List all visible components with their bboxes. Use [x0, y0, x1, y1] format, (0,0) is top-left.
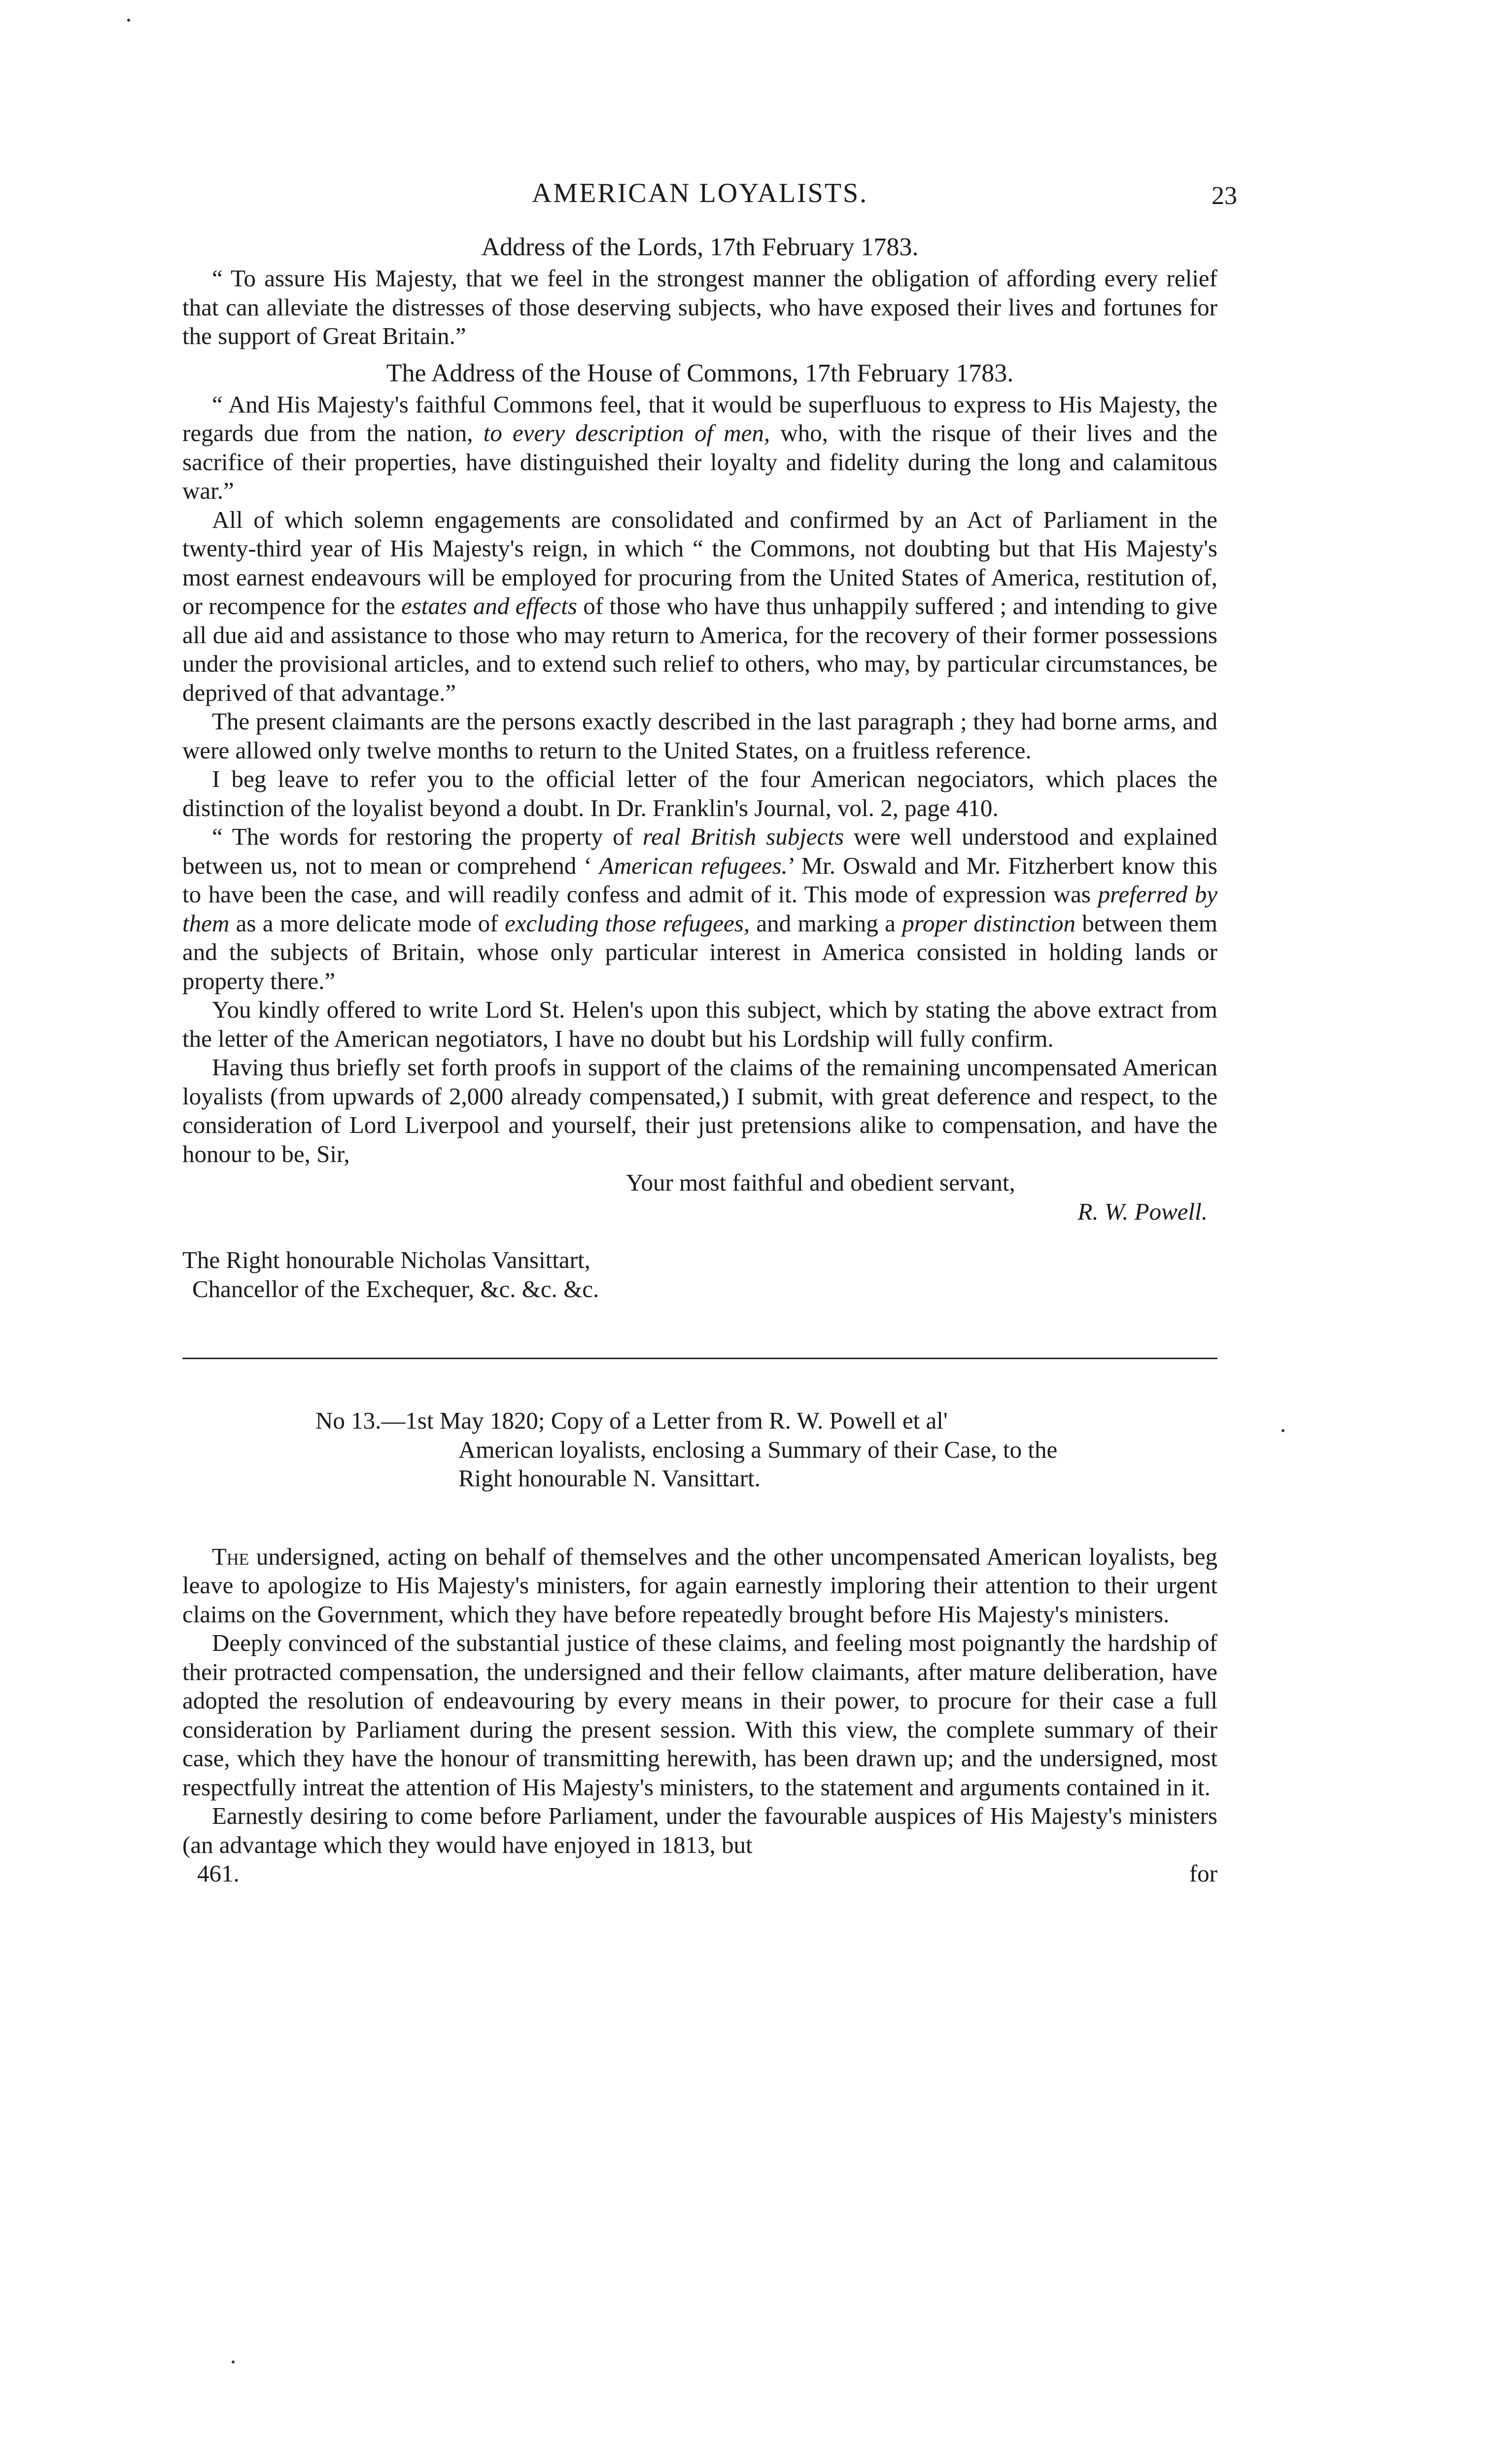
- text-run: between them and the subjects of Britain, whose only particular interest in America consisted in holding lands or property there.”: [182, 909, 1217, 994]
- signature-mark: 461.: [197, 1860, 240, 1887]
- document-heading-line-1: No 13.—1st May 1820; Copy of a Letter from R. W. Powell et al': [315, 1407, 948, 1434]
- text-run: All of which solemn engagements are consolidated and confirmed by an Act of Parliament in the twenty-third year of His Majesty's reign, in which “ the Commons, not doubting but that His Majesty's most earnest endeavours will be employed for procuring from the United States of America, restitution of, or recompence for the: [182, 506, 1217, 619]
- running-head: [182, 177, 1237, 232]
- text-run: “ The words for restoring the property of: [212, 823, 643, 850]
- letter-paragraph-3: Earnestly desiring to come before Parliament, under the favourable auspices of His Majesty's ministers (an advantage which they would have enjoyed in 1813, but: [182, 1802, 1217, 1858]
- paragraph-official-letter: I beg leave to refer you to the official letter of the four American negociators, which places the distinction of the loyalist beyond a doubt. In Dr. Franklin's Journal, vol. 2, page 410.: [182, 765, 1217, 821]
- margin-speck: [1282, 1429, 1284, 1432]
- valediction: Your most faithful and obedient servant,: [626, 1169, 1015, 1196]
- letter-lead-word: The: [212, 1542, 249, 1570]
- text-run: of those who have thus unhappily suffered ; and intending to give all due aid and assistance to those who may return to America, for the recovery of their former possessions under the provisional articles, and to extend such relief to others, who may, by particular circumstances, be deprived of that advantage.”: [182, 592, 1217, 706]
- text-run-italic: proper distinction: [902, 909, 1076, 937]
- margin-speck: [232, 2361, 235, 2363]
- text-run-italic: real British subjects: [642, 823, 844, 850]
- addressee: [182, 1246, 1217, 1303]
- commons-text-italic: to every description of men,: [483, 419, 770, 446]
- text-run: undersigned, acting on behalf of themselves and the other uncompensated American loyalists, beg leave to apologize to His Majesty's ministers, for again earnestly imploring their attention to their urgent claims on the Government, which they have before repeatedly brought before His Majesty's ministers.: [182, 1542, 1217, 1628]
- text-run-italic: preferred by them: [182, 881, 1217, 937]
- paragraph-claims-summary: Having thus briefly set forth proofs in support of the claims of the remaining uncompensated American loyalists (from upwards of 2,000 already compensated,) I submit, with great deference and respect, to the consideration of Lord Liverpool and yourself, their just pretensions alike to compensation, and have the honour to be, Sir,: [182, 1054, 1217, 1167]
- paragraph-lord-st-helens: You kindly offered to write Lord St. Helen's upon this subject, which by stating the above extract from the letter of the American negotiators, I have no doubt but his Lordship will fully confirm.: [182, 996, 1217, 1052]
- paragraph-act-of-parliament: [182, 506, 1217, 708]
- commons-address-heading: The Address of the House of Commons, 17th February 1783.: [386, 359, 1014, 387]
- text-run: as a more delicate mode of: [229, 909, 505, 937]
- section-divider: [182, 1358, 1217, 1359]
- paragraph-claimants: The present claimants are the persons exactly described in the last paragraph ; they had borne arms, and were allowed only twelve months to return to the United States, on a fruitless reference.: [182, 708, 1217, 764]
- commons-text-after: who, with the risque of their lives and the sacrifice of their properties, have distinguished their loyalty and fidelity during the long and calamitous war.”: [182, 419, 1217, 504]
- document-heading-line-2: American loyalists, enclosing a Summary of their Case, to the: [458, 1436, 1058, 1463]
- running-title: AMERICAN LOYALISTS.: [531, 178, 868, 208]
- lords-address-text: “ To assure His Majesty, that we feel in the strongest manner the obligation of affording every relief that can alleviate the distresses of those deserving subjects, who have exposed their lives and fortunes for the support of Great Britain.”: [182, 265, 1217, 349]
- letter-paragraph-2: Deeply convinced of the substantial justice of these claims, and feeling most poignantly the hardship of their protracted compensation, the undersigned and their fellow claimants, after mature deliberation, have adopted the resolution of endeavouring by every means in their power, to procure for their case a full consideration by Parliament during the present session. With this view, the complete summary of their case, which they have the honour of transmitting herewith, has been drawn up; and the undersigned, most respectfully intreat the attention of His Majesty's ministers, to the statement and arguments contained in it.: [182, 1629, 1217, 1801]
- document-heading-line-3: Right honourable N. Vansittart.: [458, 1465, 761, 1492]
- commons-text-before: “ And His Majesty's faithful Commons feel, that it would be superfluous to express to His Majesty, the regards due from the nation,: [182, 390, 1217, 446]
- page-footer: [182, 1859, 1217, 1889]
- paragraph-franklin-quote: [182, 822, 1217, 995]
- document-heading: [315, 1406, 1217, 1493]
- commons-address-text: [182, 390, 1217, 506]
- catchword: for: [1189, 1860, 1217, 1887]
- addressee-line-1: The Right honourable Nicholas Vansittart,: [182, 1246, 590, 1273]
- text-run: and marking a: [750, 909, 902, 937]
- text-run: were well understood and explained between us, not to mean or comprehend ‘: [182, 823, 1217, 879]
- text-run: ’ Mr. Oswald and Mr. Fitzherbert know this to have been the case, and will readily confess and admit of it. This mode of expression was: [182, 852, 1217, 908]
- text-run-italic: American refugees.: [599, 852, 788, 879]
- page-number: 23: [1212, 182, 1237, 210]
- lords-address-heading: Address of the Lords, 17th February 1783.: [481, 233, 919, 261]
- signature: R. W. Powell.: [1077, 1198, 1208, 1225]
- margin-speck: [127, 19, 130, 22]
- text-run-italic: estates and effects: [401, 592, 577, 619]
- letter-body: [182, 1542, 1217, 1860]
- letter-paragraph-1: [182, 1542, 1217, 1629]
- page-content: [182, 177, 1237, 1889]
- addressee-line-2: Chancellor of the Exchequer, &c. &c. &c.: [192, 1275, 599, 1302]
- text-run-italic: excluding those refugees,: [504, 909, 750, 937]
